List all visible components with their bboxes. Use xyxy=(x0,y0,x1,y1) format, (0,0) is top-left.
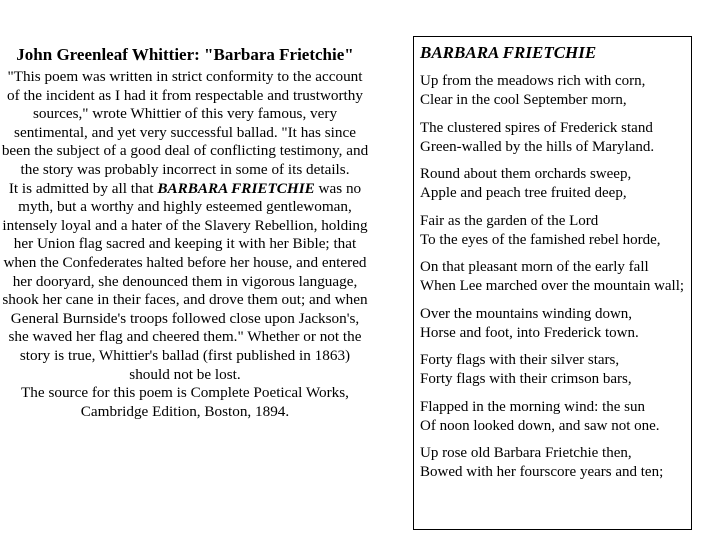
poem-line: Up rose old Barbara Frietchie then, xyxy=(420,445,632,461)
admission-text: was no myth, but a worthy and highly esteemed gentlewoman, intensely loyal and a hater of the Slavery Rebellion, holding her Union flag sacred and keeping it with her Bible; that when the Confederates halted before her house, and entered her dooryard, she denounced them in vigorous language, shook her cane in their faces, and drove them out; and when General Burnside's troops followed close upon Jackson's, she waved her flag and cheered them." Whether or not the story is true, Whittier's ballad (first published in 1863) should not be lost. xyxy=(2,179,368,383)
admission-prefix: It is admitted by all that xyxy=(8,179,158,197)
poem-title: BARBARA FRIETCHIE xyxy=(420,43,597,62)
intro-quote: "This poem was written in strict conformity to the account of the incident as I had it from respectable and trustworthy sources," wrote Whittier of this very famous, very sentimental, and yet very successful ballad. "It has since been the subject of a good deal of conflicting testimony, and the story was probably incorrect in some of its details. xyxy=(1,68,369,178)
poem-line: Horse and foot, into Frederick town. xyxy=(420,324,639,341)
poem-line: Forty flags with their crimson bars, xyxy=(420,371,632,387)
intro-title: John Greenleaf Whittier: "Barbara Frietchie" xyxy=(16,45,354,64)
stanza xyxy=(420,444,685,482)
poem-line: On that pleasant morn of the early fall xyxy=(420,259,649,275)
poem-line: To the eyes of the famished rebel horde, xyxy=(420,231,661,248)
stanza xyxy=(420,212,685,250)
poem-line: Green-walled by the hills of Maryland. xyxy=(420,138,655,155)
poem-line: When Lee marched over the mountain wall; xyxy=(420,278,685,294)
poem-line: Round about them orchards sweep, xyxy=(420,166,632,182)
poem-line: Clear in the cool September morn, xyxy=(420,92,627,108)
stanza xyxy=(420,305,685,343)
intro-admission xyxy=(0,180,370,385)
poem-line: Of noon looked down, and saw not one. xyxy=(420,417,660,434)
intro-column xyxy=(0,44,370,421)
stanza xyxy=(420,258,685,296)
stanza xyxy=(420,398,685,436)
stanza xyxy=(420,72,685,110)
stanza xyxy=(420,119,685,157)
intro-source: The source for this poem is Complete Poetical Works, Cambridge Edition, Boston, 1894. xyxy=(21,384,349,420)
poem-line: Bowed with her fourscore years and ten; xyxy=(420,464,664,480)
poem-line: Over the mountains winding down, xyxy=(420,305,633,322)
poem-line: Fair as the garden of the Lord xyxy=(420,212,599,229)
poem-line: Forty flags with their silver stars, xyxy=(420,352,620,368)
poem-line: The clustered spires of Frederick stand xyxy=(420,119,653,136)
stanza xyxy=(420,165,685,203)
poem-line: Flapped in the morning wind: the sun xyxy=(420,398,645,415)
poem-box xyxy=(413,36,692,530)
stanza xyxy=(420,351,685,389)
admission-poem-name: BARBARA FRIETCHIE xyxy=(157,179,315,197)
poem-line: Up from the meadows rich with corn, xyxy=(420,73,646,89)
poem-line: Apple and peach tree fruited deep, xyxy=(420,185,627,201)
